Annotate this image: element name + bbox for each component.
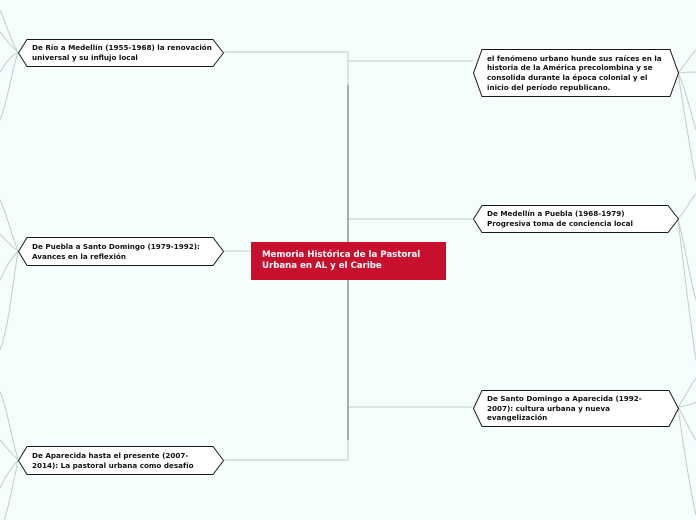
topic-label: De Medellín a Puebla (1968-1979) Progresiva toma de conciencia local	[487, 209, 633, 228]
topic-rio-medellin[interactable]	[18, 39, 224, 67]
central-topic-label: Memoria Histórica de la Pastoral Urbana en AL y el Caribe	[262, 250, 421, 271]
topic-puebla-santo-domingo[interactable]	[18, 237, 224, 266]
topic-fenomeno-urbano[interactable]	[473, 49, 679, 97]
topic-label: De Santo Domingo a Aparecida (1992-2007): cultura urbana y nueva evangelización	[487, 394, 642, 423]
topic-medellin-puebla[interactable]	[473, 205, 679, 233]
topic-santo-domingo-aparecida[interactable]	[473, 390, 679, 427]
topic-label: el fenómeno urbano hunde sus raíces en la historia de la América precolombina y se consolida durante la época colonial y el inicio del período republicano.	[487, 53, 662, 92]
topic-aparecida-presente[interactable]	[18, 446, 224, 475]
topic-label: De Aparecida hasta el presente (2007-2014): La pastoral urbana como desafío	[32, 450, 194, 470]
topic-label: De Río a Medellín (1955-1968) la renovación universal y su influjo local	[32, 43, 212, 62]
central-topic[interactable]	[251, 242, 446, 280]
topic-label: De Puebla a Santo Domingo (1979-1992): Avances en la reflexión	[32, 241, 200, 261]
